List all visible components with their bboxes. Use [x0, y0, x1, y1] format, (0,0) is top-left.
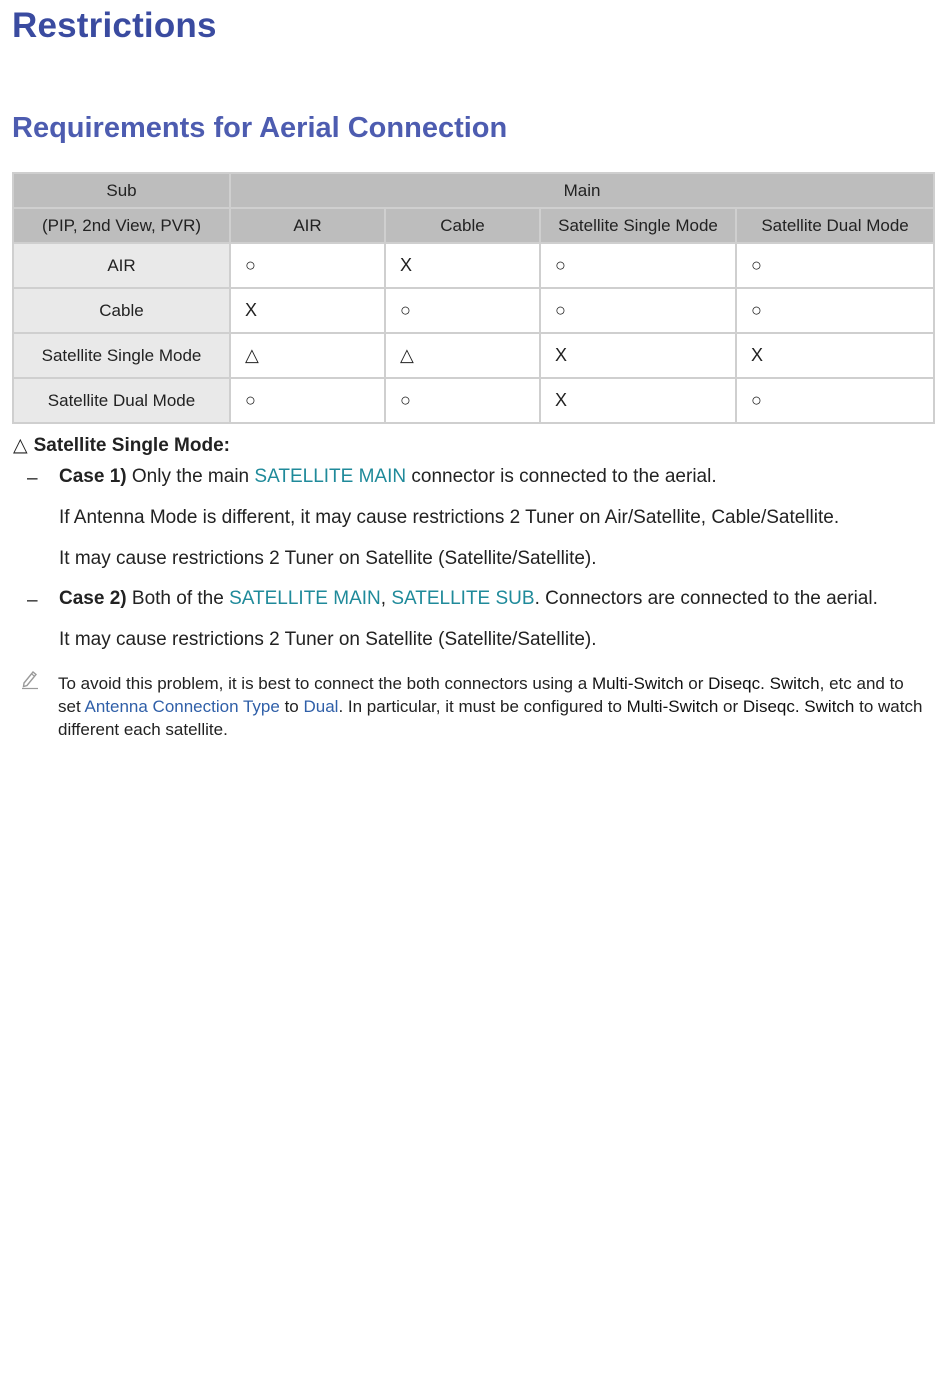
case1-text-b: connector is connected to the aerial. [411, 466, 717, 487]
compatibility-table [12, 172, 935, 424]
sub-header: Sub [13, 173, 230, 208]
case1-text-a: Only the main [131, 466, 250, 487]
case1-line [59, 466, 717, 488]
tip-text-g: to watch different each satellite. [58, 697, 923, 739]
case2-separator: , [380, 588, 387, 609]
note-heading-text: Satellite Single Mode: [33, 435, 230, 456]
note-heading [13, 434, 230, 457]
satellite-sub-keyword: SATELLITE SUB [391, 588, 535, 609]
column-header: Satellite Single Mode [540, 208, 736, 243]
column-header: Cable [385, 208, 540, 243]
table-cell: ○ [230, 243, 385, 288]
table-cell: △ [230, 333, 385, 378]
tip-text-e: . In particular, it must be configured to [338, 697, 622, 716]
table-cell: ○ [736, 378, 934, 423]
table-cell: ○ [540, 288, 736, 333]
table-cell: X [385, 243, 540, 288]
diseqc-switch-term: Diseqc. Switch [708, 674, 820, 693]
case2-label: Case 2) [59, 588, 127, 609]
case1-line3: It may cause restrictions 2 Tuner on Satellite (Satellite/Satellite). [59, 548, 597, 569]
dual-link[interactable]: Dual [303, 697, 339, 716]
tip-text-d: to [284, 697, 299, 716]
column-header: AIR [230, 208, 385, 243]
tip-text-c: , etc and to set [58, 674, 904, 716]
row-header: Cable [13, 288, 230, 333]
table-row [13, 288, 934, 333]
table-cell: ○ [736, 243, 934, 288]
tip-text-a: To avoid this problem, it is best to connect the both connectors using a [58, 674, 588, 693]
table-cell: ○ [736, 288, 934, 333]
tip-text-f: or [723, 697, 739, 716]
row-header: AIR [13, 243, 230, 288]
table-row [13, 378, 934, 423]
case2-line2: It may cause restrictions 2 Tuner on Satellite (Satellite/Satellite). [59, 629, 597, 650]
antenna-connection-type-link[interactable]: Antenna Connection Type [84, 697, 280, 716]
section-title: Requirements for Aerial Connection [12, 112, 508, 144]
table-cell: X [540, 378, 736, 423]
table-cell: ○ [230, 378, 385, 423]
table-cell: ○ [385, 378, 540, 423]
list-dash: – [27, 590, 38, 611]
pencil-icon [20, 668, 40, 690]
main-header: Main [230, 173, 934, 208]
row-header: Satellite Dual Mode [13, 378, 230, 423]
table-row [13, 243, 934, 288]
table-cell: ○ [540, 243, 736, 288]
multi-switch-term: Multi-Switch [591, 674, 684, 693]
table-cell: X [736, 333, 934, 378]
tip-text [58, 672, 926, 741]
sub-subheader: (PIP, 2nd View, PVR) [13, 208, 230, 243]
case2-line [59, 588, 878, 610]
multi-switch-term: Multi-Switch [626, 697, 719, 716]
row-header: Satellite Single Mode [13, 333, 230, 378]
tip-text-b: or [688, 674, 704, 693]
satellite-main-keyword: SATELLITE MAIN [254, 466, 407, 487]
table-cell: X [540, 333, 736, 378]
satellite-main-keyword: SATELLITE MAIN [229, 588, 381, 609]
table-cell: X [230, 288, 385, 333]
case2-text-a: Both of the [131, 588, 224, 609]
case1-label: Case 1) [59, 466, 127, 487]
triangle-icon: △ [13, 435, 28, 456]
table-cell: △ [385, 333, 540, 378]
page-title: Restrictions [12, 6, 217, 45]
case1-line2: If Antenna Mode is different, it may cause restrictions 2 Tuner on Air/Satellite, Cable/Satellite. [59, 507, 840, 528]
diseqc-switch-term: Diseqc. Switch [742, 697, 855, 716]
table-cell: ○ [385, 288, 540, 333]
column-header: Satellite Dual Mode [736, 208, 934, 243]
case2-text-b: . Connectors are connected to the aerial. [534, 588, 878, 609]
table-row [13, 333, 934, 378]
list-dash: – [27, 468, 38, 489]
